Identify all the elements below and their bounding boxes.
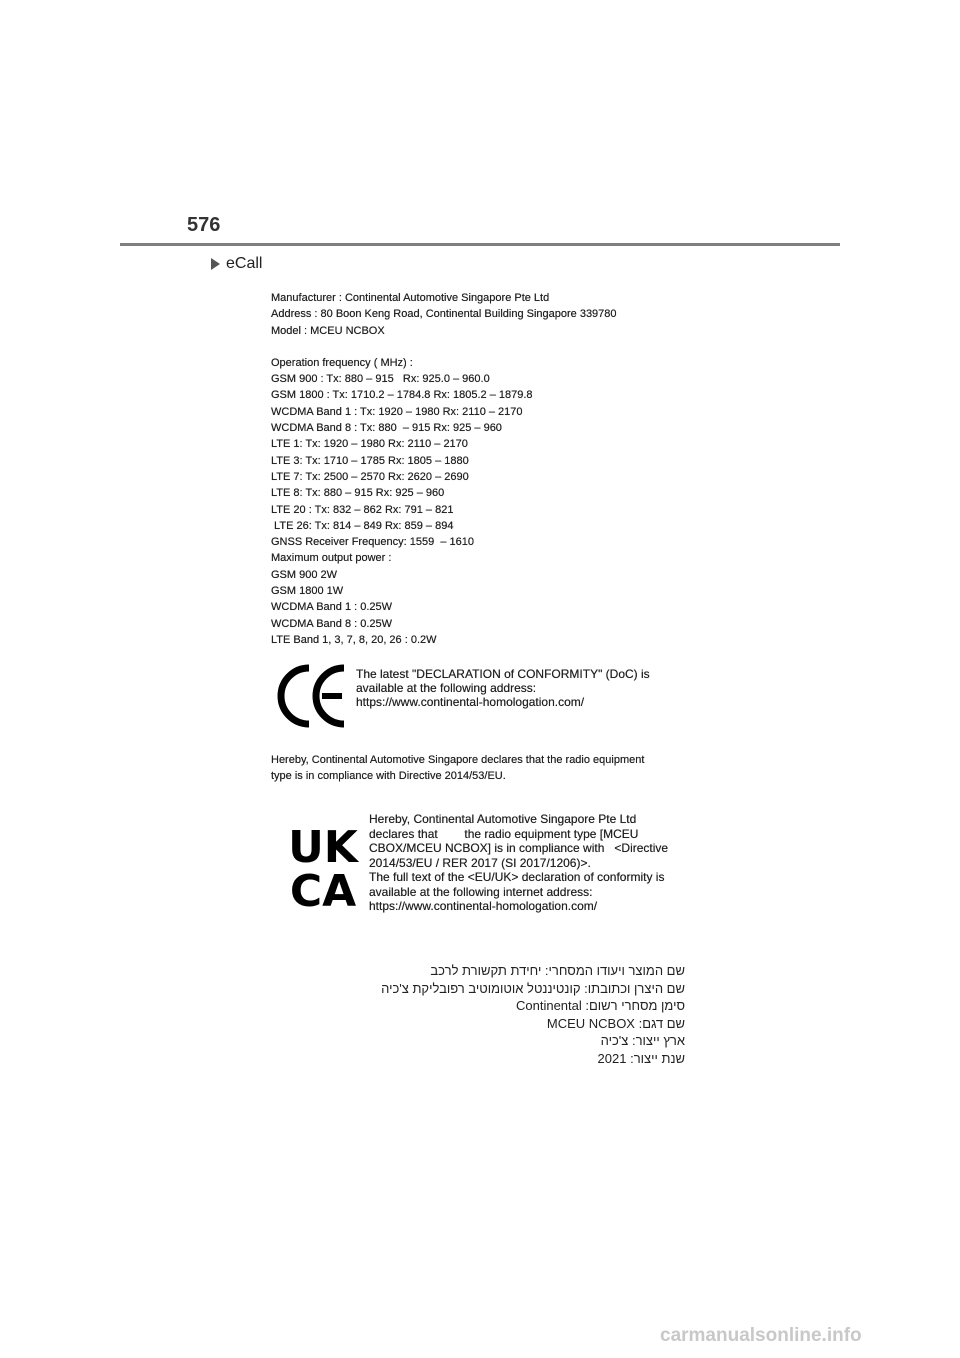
ukca-declaration (369, 812, 709, 914)
spec-line: Operation frequency ( MHz) : (271, 356, 413, 369)
spec-line: LTE 26: Tx: 814 – 849 Rx: 859 – 894 (271, 519, 454, 532)
spec-line: WCDMA Band 8 : 0.25W (271, 617, 393, 630)
ukca-line: Hereby, Continental Automotive Singapore Pte Ltd (369, 812, 637, 826)
spec-line: GNSS Receiver Frequency: 1559 – 1610 (271, 536, 475, 549)
spec-line: LTE 20 : Tx: 832 – 862 Rx: 791 – 821 (271, 503, 454, 516)
hebrew-line: שם דגם: MCEU NCBOX (546, 1015, 685, 1031)
hebrew-line: סימן מסחרי רשום: Continental (515, 998, 685, 1013)
spec-line: LTE 3: Tx: 1710 – 1785 Rx: 1805 – 1880 (271, 454, 469, 467)
spec-line: Maximum output power : (271, 552, 392, 565)
ce-doc-line: available at the following address: (356, 681, 537, 695)
eu-declaration (271, 752, 711, 784)
section-heading (211, 255, 262, 273)
spec-line: GSM 1800 : Tx: 1710.2 – 1784.8 Rx: 1805.2 – 1879.8 (271, 389, 533, 402)
page-number: 576 (187, 214, 221, 236)
ce-doc-url: https://www.continental-homologation.com/ (356, 695, 585, 709)
hebrew-line: שם המוצר ויעודו המסחרי: יחידת תקשורת לרכב (430, 963, 685, 978)
spec-line: WCDMA Band 1 : 0.25W (271, 601, 393, 614)
hebrew-line: שנת ייצור: 2021 (597, 1050, 685, 1066)
ukca-line: available at the following internet address: (369, 884, 593, 899)
ukca-line: 2014/53/EU / RER 2017 (SI 2017/1206)>. (369, 855, 591, 870)
ukca-mark-bottom: CA (289, 866, 357, 908)
address-line: Address : 80 Boon Keng Road, Continental Building Singapore 339780 (271, 308, 617, 321)
manufacturer-line: Manufacturer : Continental Automotive Singapore Pte Ltd (271, 292, 550, 304)
eu-declaration-line: Hereby, Continental Automotive Singapore declares that the radio equipment (271, 754, 645, 766)
ce-doc-line: The latest "DECLARATION of CONFORMITY" (DoC) is (356, 667, 650, 681)
hebrew-product-info (380, 962, 685, 1067)
hebrew-line: שם היצרן וכתובתו: קונטיננטל אוטומוטיב רפובליקת צ'כיה (381, 980, 685, 996)
triangle-bullet-icon (211, 258, 220, 270)
ukca-mark-top: UK (288, 822, 358, 873)
spec-line: LTE 1: Tx: 1920 – 1980 Rx: 2110 – 2170 (271, 438, 468, 451)
watermark: carmanualsonline.info (660, 1325, 862, 1346)
hebrew-line: ארץ ייצור: צ'כיה (600, 1033, 685, 1048)
ukca-line: declares that the radio equipment type [MCEU (369, 826, 639, 841)
model-line: Model : MCEU NCBOX (271, 324, 385, 337)
eu-declaration-line: type is in compliance with Directive 2014/53/EU. (271, 770, 506, 782)
spec-line: LTE 8: Tx: 880 – 915 Rx: 925 – 960 (271, 487, 445, 500)
spec-spacer (271, 339, 711, 355)
section-title: eCall (226, 255, 263, 272)
ukca-url: https://www.continental-homologation.com/ (369, 899, 598, 913)
ce-mark-icon (276, 660, 348, 732)
ce-doc-text (356, 667, 716, 709)
spec-line: GSM 900 2W (271, 568, 338, 581)
spec-line: WCDMA Band 8 : Tx: 880 – 915 Rx: 925 – 960 (271, 422, 502, 435)
spec-line: GSM 1800 1W (271, 585, 344, 598)
spec-line: WCDMA Band 1 : Tx: 1920 – 1980 Rx: 2110 – 2170 (271, 405, 523, 418)
header-divider (120, 243, 840, 246)
spec-line: LTE Band 1, 3, 7, 8, 20, 26 : 0.2W (271, 633, 437, 646)
spec-line: GSM 900 : Tx: 880 – 915 Rx: 925.0 – 960.0 (271, 373, 490, 386)
ukca-line: CBOX/MCEU NCBOX] is in compliance with <Directive (369, 841, 669, 855)
ukca-mark-icon (282, 822, 364, 908)
spec-block (271, 290, 711, 648)
ukca-line: The full text of the <EU/UK> declaration of conformity is (369, 870, 665, 884)
spec-line: LTE 7: Tx: 2500 – 2570 Rx: 2620 – 2690 (271, 470, 469, 483)
